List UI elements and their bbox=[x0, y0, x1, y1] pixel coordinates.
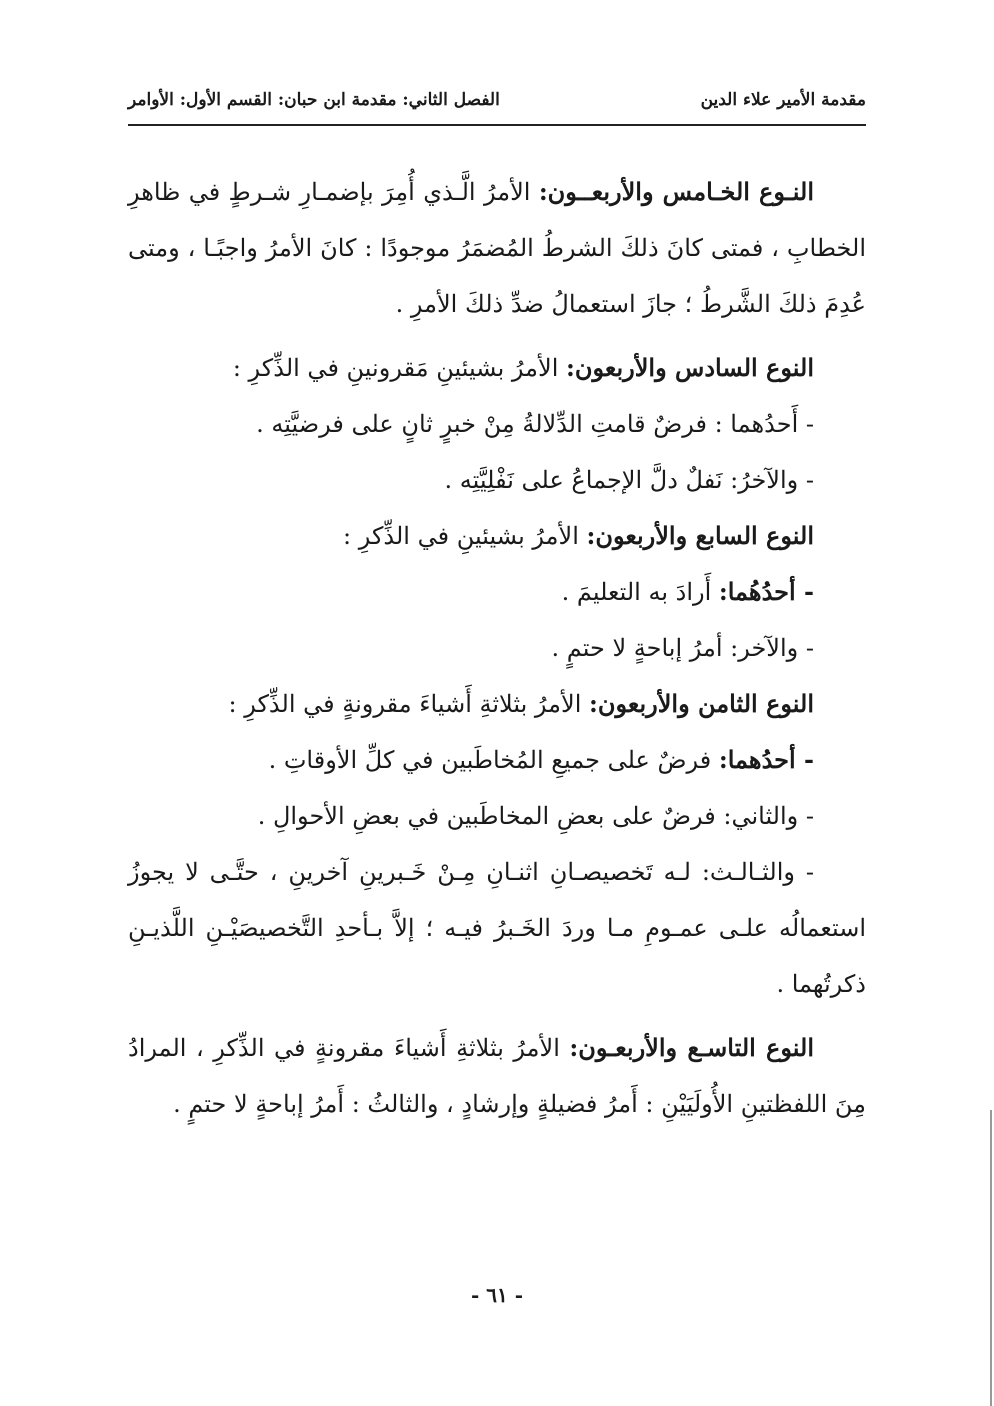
list-item-text: فرضٌ على بعضِ المخاطَبين في بعضِ الأحوالِ . bbox=[257, 802, 724, 830]
list-item bbox=[128, 732, 866, 788]
header-book-title: مقدمة الأمير علاء الدين bbox=[700, 90, 866, 110]
list-item-long bbox=[128, 844, 866, 1012]
section-heading: النوع التاسـع والأربعـون: bbox=[569, 1033, 814, 1062]
list-item-text: - أَحدُهما : فرضٌ قامتِ الدِّلالةُ مِنْ خبرٍ ثانٍ على فرضيَّتِه . bbox=[256, 410, 814, 438]
paragraph-type-47 bbox=[128, 508, 866, 564]
paragraph-text: الأمرُ الَّـذي أُمِرَ بإضمـارِ شـرطٍ في ظاهرِ الخطابِ ، فمتى كانَ ذلكَ الشرطُ المُضمَرُ موجودًا : كانَ الأمرُ واجبًـا ، ومتى عُدِمَ ذلكَ الشَّرطُ ؛ جازَ استعمالُ ضدِّ ذلكَ الأمرِ . bbox=[128, 178, 866, 318]
paragraph-type-49 bbox=[128, 1020, 866, 1132]
list-item bbox=[128, 564, 866, 620]
paragraph-text: الأمرُ بشيئينِ مَقرونينِ في الذِّكرِ : bbox=[232, 354, 566, 382]
list-item-label: - أحدُهُما: bbox=[718, 577, 814, 606]
section-heading: النوع الثامن والأربعون: bbox=[589, 689, 814, 718]
list-item bbox=[128, 452, 866, 508]
paragraph-type-48 bbox=[128, 676, 866, 732]
list-item-label: - أحدُهما: bbox=[718, 745, 814, 774]
list-item-label: - والثـالـث: bbox=[701, 858, 814, 886]
scan-edge-line bbox=[990, 1110, 992, 1406]
list-item-text: - والآخرُ: نَفلٌ دلَّ الإجماعُ على نَفْلِيَّتِه . bbox=[444, 466, 814, 494]
list-item-text: لـه تَخصيصـانِ اثنـانِ مِـنْ خَـبرينِ آخرينِ ، حتَّـى لا يجوزُ استعمالُه علـى عمـومِ مـا وردَ الخَـبرُ فيـه ؛ إلاَّ بـأحدِ التَّخصيصَيْـنِ اللَّذيـنِ ذكرتُهما . bbox=[128, 858, 866, 998]
header-chapter-title: الفصل الثاني: مقدمة ابن حبان: القسم الأول: الأوامر bbox=[128, 90, 500, 110]
list-item-text: أمرُ إباحةٍ لا حتمٍ . bbox=[551, 634, 731, 662]
paragraph-type-45 bbox=[128, 164, 866, 332]
list-item-label: - والثاني: bbox=[723, 802, 814, 830]
list-item bbox=[128, 788, 866, 844]
section-heading: النوع السابع والأربعون: bbox=[586, 521, 814, 550]
running-header bbox=[128, 86, 866, 120]
list-item-label: - والآخر: bbox=[730, 634, 814, 662]
page-body bbox=[128, 164, 866, 1132]
header-divider bbox=[128, 124, 866, 126]
list-item-text: فرضٌ على جميعِ المُخاطَبين في كلِّ الأوقاتِ . bbox=[268, 746, 719, 774]
list-item bbox=[128, 396, 866, 452]
list-item bbox=[128, 620, 866, 676]
section-heading: النـوع الخـامس والأربعــون: bbox=[538, 177, 815, 206]
paragraph-text: الأمرُ بثلاثةِ أَشياءَ مقرونةٍ في الذِّكرِ ، المرادُ مِنَ اللفظتينِ الأُولَيَيْنِ : أَمرُ فضيلةٍ وإرشادٍ ، والثالثُ : أَمرُ إباحةٍ لا حتمٍ . bbox=[128, 1034, 866, 1118]
page-number: - ٦١ - bbox=[470, 1283, 523, 1307]
paragraph-text: الأمرُ بشيئينِ في الذِّكرِ : bbox=[343, 522, 587, 550]
section-heading: النوع السادس والأربعون: bbox=[565, 353, 814, 382]
paragraph-type-46 bbox=[128, 340, 866, 396]
paragraph-text: الأمرُ بثلاثةِ أَشياءَ مقرونةٍ في الذِّكرِ : bbox=[228, 690, 589, 718]
list-item-text: أَرادَ به التعليمَ . bbox=[561, 578, 719, 606]
